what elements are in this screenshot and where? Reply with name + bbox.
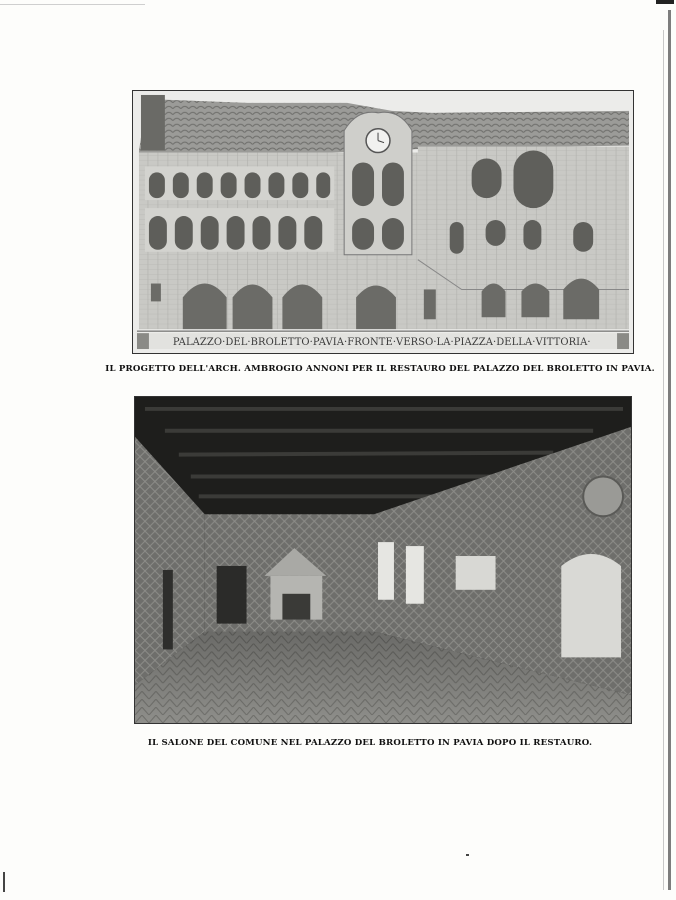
- corner-emblem-left: [137, 333, 149, 349]
- left-door: [163, 570, 173, 650]
- back-door: [217, 566, 247, 624]
- interior-hall-photo: [134, 396, 632, 724]
- upper-loggia: [145, 166, 334, 251]
- margin-mark: [3, 872, 5, 892]
- facade-drawing-image: [132, 90, 634, 354]
- corner-emblem-right: [617, 333, 629, 349]
- caption-facade-project: IL PROGETTO DELL'ARCH. AMBROGIO ANNONI PER IL RESTAURO DEL PALAZZO DEL BROLETTO IN PAVIA.: [105, 364, 655, 374]
- caption-interior-hall: IL SALONE DEL COMUNE NEL PALAZZO DEL BROLETTO IN PAVIA DOPO IL RESTAURO.: [147, 738, 593, 748]
- page-edge-top: [0, 4, 145, 5]
- drawing-inscription: PALAZZO·DEL·BROLETTO·PAVIA·FRONTE·VERSO·LA·PIAZZA·DELLA·VITTORIA·: [172, 337, 592, 349]
- right-doorway: [561, 554, 621, 657]
- wall-roundel: [583, 477, 623, 517]
- chimney: [141, 95, 165, 151]
- corner-mark: [656, 0, 674, 4]
- wall-panel: [456, 556, 496, 590]
- window-2: [406, 546, 424, 604]
- facade-drawing: [133, 91, 633, 353]
- ink-speck: [466, 854, 469, 856]
- interior-hall: [135, 397, 631, 723]
- page-edge-shadow: [663, 30, 664, 890]
- page-edge-right: [668, 10, 671, 890]
- clock-tower: [344, 112, 412, 255]
- window-1: [378, 542, 394, 600]
